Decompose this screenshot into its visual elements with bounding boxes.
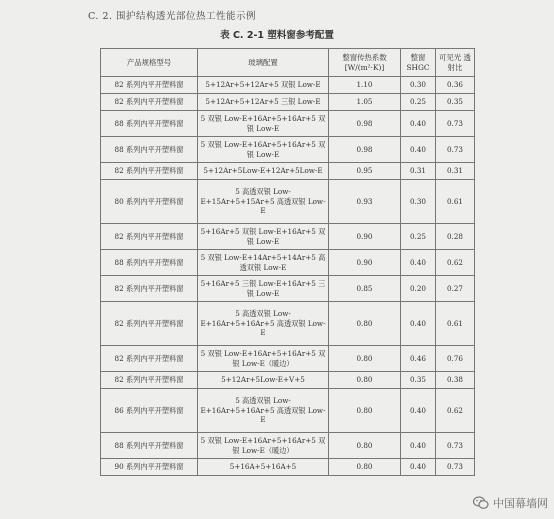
glass-config-cell: 5+16Ar+5 双银 Low-E+16Ar+5 双银 Low-E: [198, 224, 329, 250]
visible-transmittance-cell: 0.73: [436, 459, 475, 476]
k-value-cell: 0.93: [329, 180, 401, 224]
table-row: [101, 224, 475, 250]
table-row: [101, 433, 475, 459]
k-value-cell: 0.80: [329, 372, 401, 389]
visible-transmittance-cell: 0.35: [436, 94, 475, 111]
glass-config-cell: 5+16A+5+16A+5: [198, 459, 329, 476]
visible-transmittance-cell: 0.61: [436, 180, 475, 224]
table-row: [101, 459, 475, 476]
shgc-cell: 0.40: [401, 137, 436, 163]
glass-config-cell: 5 高透双银 Low-E+15Ar+5+15Ar+5 高透双银 Low-E: [198, 180, 329, 224]
visible-transmittance-cell: 0.27: [436, 276, 475, 302]
k-value-cell: 0.90: [329, 224, 401, 250]
visible-transmittance-cell: 0.31: [436, 163, 475, 180]
glass-config-cell: 5 高透双银 Low-E+16Ar+5+16Ar+5 高透双银 Low-E: [198, 389, 329, 433]
glass-config-cell: 5+12Ar+5+12Ar+5 三银 Low-E: [198, 94, 329, 111]
table-row: [101, 372, 475, 389]
wechat-icon: [473, 496, 489, 510]
section-heading: C. 2. 围护结构透光部位热工性能示例: [88, 11, 257, 22]
table-row: [101, 276, 475, 302]
model-cell: 82 系列内平开塑料窗: [101, 276, 198, 302]
model-cell: 88 系列内平开塑料窗: [101, 137, 198, 163]
k-value-cell: 0.85: [329, 276, 401, 302]
table-row: [101, 389, 475, 433]
glass-config-cell: 5 双银 Low-E+14Ar+5+14Ar+5 高透双银 Low-E: [198, 250, 329, 276]
visible-transmittance-cell: 0.28: [436, 224, 475, 250]
glass-config-cell: 5 双银 Low-E+16Ar+5+16Ar+5 双银 Low-E（暖边）: [198, 433, 329, 459]
visible-transmittance-cell: 0.73: [436, 433, 475, 459]
model-cell: 82 系列内平开塑料窗: [101, 163, 198, 180]
header-shgc: 整窗 SHGC: [401, 49, 436, 77]
header-visible-transmittance: 可见光 透射比: [436, 49, 475, 77]
visible-transmittance-cell: 0.73: [436, 137, 475, 163]
k-value-cell: 0.80: [329, 389, 401, 433]
shgc-cell: 0.30: [401, 180, 436, 224]
k-value-cell: 0.80: [329, 302, 401, 346]
table-row: [101, 94, 475, 111]
shgc-cell: 0.40: [401, 389, 436, 433]
k-value-cell: 0.80: [329, 433, 401, 459]
model-cell: 82 系列内平开塑料窗: [101, 224, 198, 250]
glass-config-cell: 5+12Ar+5Low-E+12Ar+5Low-E: [198, 163, 329, 180]
model-cell: 90 系列内平开塑料窗: [101, 459, 198, 476]
k-value-cell: 0.95: [329, 163, 401, 180]
table-row: [101, 163, 475, 180]
model-cell: 88 系列内平开塑料窗: [101, 250, 198, 276]
model-cell: 82 系列内平开塑料窗: [101, 346, 198, 372]
shgc-cell: 0.40: [401, 111, 436, 137]
k-value-cell: 1.05: [329, 94, 401, 111]
glass-config-cell: 5 高透双银 Low-E+16Ar+5+16Ar+5 高透双银 Low-E: [198, 302, 329, 346]
glass-config-cell: 5+12Ar+5Low-E+V+5: [198, 372, 329, 389]
visible-transmittance-cell: 0.61: [436, 302, 475, 346]
table-caption: 表 C. 2-1 塑料窗参考配置: [220, 30, 334, 41]
model-cell: 82 系列内平开塑料窗: [101, 77, 198, 94]
shgc-cell: 0.35: [401, 372, 436, 389]
header-model: 产品规格型号: [101, 49, 198, 77]
glass-config-cell: 5 双银 Low-E+16Ar+5+16Ar+5 双银 Low-E: [198, 111, 329, 137]
table-row: [101, 77, 475, 94]
model-cell: 86 系列内平开塑料窗: [101, 389, 198, 433]
visible-transmittance-cell: 0.38: [436, 372, 475, 389]
shgc-cell: 0.40: [401, 250, 436, 276]
table-row: [101, 346, 475, 372]
model-cell: 82 系列内平开塑料窗: [101, 372, 198, 389]
shgc-cell: 0.46: [401, 346, 436, 372]
visible-transmittance-cell: 0.36: [436, 77, 475, 94]
glass-config-cell: 5 双银 Low-E+16Ar+5+16Ar+5 双银 Low-E: [198, 137, 329, 163]
model-cell: 82 系列内平开塑料窗: [101, 94, 198, 111]
model-cell: 80 系列内平开塑料窗: [101, 180, 198, 224]
model-cell: 88 系列内平开塑料窗: [101, 111, 198, 137]
k-value-cell: 0.98: [329, 111, 401, 137]
shgc-cell: 0.40: [401, 433, 436, 459]
visible-transmittance-cell: 0.76: [436, 346, 475, 372]
shgc-cell: 0.20: [401, 276, 436, 302]
shgc-cell: 0.40: [401, 459, 436, 476]
shgc-cell: 0.25: [401, 94, 436, 111]
shgc-cell: 0.30: [401, 77, 436, 94]
window-spec-table: [100, 48, 475, 476]
table-row: [101, 111, 475, 137]
k-value-cell: 0.80: [329, 346, 401, 372]
header-k-value: 整窗传热系数 [W/(m²·K)]: [329, 49, 401, 77]
shgc-cell: 0.25: [401, 224, 436, 250]
visible-transmittance-cell: 0.62: [436, 389, 475, 433]
k-value-cell: 0.98: [329, 137, 401, 163]
header-glass: 玻璃配置: [198, 49, 329, 77]
k-value-cell: 0.90: [329, 250, 401, 276]
model-cell: 82 系列内平开塑料窗: [101, 302, 198, 346]
shgc-cell: 0.40: [401, 302, 436, 346]
visible-transmittance-cell: 0.62: [436, 250, 475, 276]
k-value-cell: 0.80: [329, 459, 401, 476]
table-header-row: [101, 49, 475, 77]
visible-transmittance-cell: 0.73: [436, 111, 475, 137]
shgc-cell: 0.31: [401, 163, 436, 180]
model-cell: 88 系列内平开塑料窗: [101, 433, 198, 459]
k-value-cell: 1.10: [329, 77, 401, 94]
table-row: [101, 137, 475, 163]
table-row: [101, 250, 475, 276]
watermark: [473, 495, 548, 511]
glass-config-cell: 5+12Ar+5+12Ar+5 双银 Low-E: [198, 77, 329, 94]
watermark-text: 中国幕墙网: [493, 497, 548, 510]
glass-config-cell: 5 双银 Low-E+16Ar+5+16Ar+5 双银 Low-E（暖边）: [198, 346, 329, 372]
glass-config-cell: 5+16Ar+5 三银 Low-E+16Ar+5 三银 Low-E: [198, 276, 329, 302]
table-row: [101, 302, 475, 346]
table-row: [101, 180, 475, 224]
